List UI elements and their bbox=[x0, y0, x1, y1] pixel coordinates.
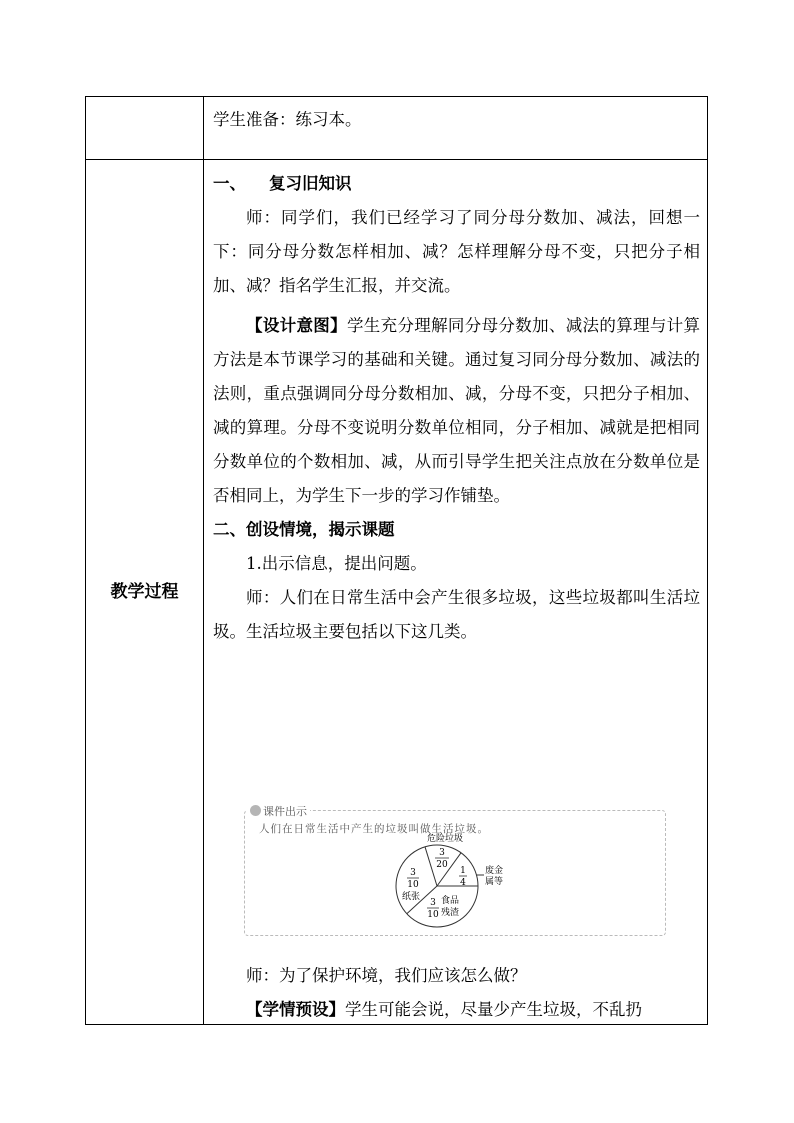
garbage-paragraph: 师：人们在日常生活中会产生很多垃圾，这些垃圾都叫生活垃圾。生活垃圾主要包括以下这几类。 bbox=[213, 588, 700, 641]
column-divider bbox=[203, 97, 204, 1024]
slice1-denominator: 20 bbox=[436, 860, 448, 870]
student-preset-text: 学生可能会说，尽量少产生垃圾，不乱扔 bbox=[345, 1000, 642, 1019]
section1-title: 一、 复习旧知识 bbox=[213, 174, 352, 193]
pie-right-label-1: 废金 bbox=[485, 866, 504, 876]
garbage-pie-chart bbox=[385, 829, 525, 929]
courseware-bullet-icon bbox=[250, 805, 261, 816]
row-divider bbox=[86, 159, 707, 160]
student-preset-paragraph bbox=[213, 993, 700, 1027]
courseware-tag bbox=[247, 803, 310, 819]
row1-label bbox=[86, 97, 203, 159]
design-intent-paragraph bbox=[213, 309, 700, 513]
pie-right-label-2: 属等 bbox=[485, 877, 504, 887]
pie-top-label: 危险垃圾 bbox=[427, 834, 464, 844]
review-paragraph: 师：同学们，我们已经学习了同分母分数加、减法，回想一下：同分母分数怎样相加、减？怎样理解分母不变，只把分子相加、减？指名学生汇报，并交流。 bbox=[213, 208, 700, 295]
step1-text: 1.出示信息，提出问题。 bbox=[246, 554, 427, 573]
protect-environment-question: 师：为了保护环境，我们应该怎么做？ bbox=[246, 966, 527, 985]
slice4-label-1: 食品 bbox=[441, 896, 460, 906]
pie-divider bbox=[425, 847, 437, 886]
slice3-label: 纸张 bbox=[402, 892, 421, 902]
slice1-numerator: 3 bbox=[439, 848, 445, 858]
courseware-tag-text: 课件出示 bbox=[263, 805, 307, 818]
slice4-denominator: 10 bbox=[427, 910, 439, 920]
lesson-body-bottom bbox=[213, 959, 700, 1027]
teaching-process-label: 教学过程 bbox=[110, 582, 179, 602]
slice2-numerator: 1 bbox=[460, 866, 466, 876]
slice4-label-2: 残渣 bbox=[441, 908, 460, 918]
slice4-numerator: 3 bbox=[430, 898, 436, 908]
courseware-box bbox=[244, 805, 666, 936]
design-intent-label: 【设计意图】 bbox=[246, 316, 347, 335]
student-preset-label: 【学情预设】 bbox=[246, 1000, 345, 1019]
student-prep-text: 学生准备：练习本。 bbox=[213, 110, 362, 129]
lesson-table bbox=[85, 96, 708, 1025]
slice3-numerator: 3 bbox=[410, 868, 416, 878]
slice3-denominator: 10 bbox=[407, 880, 419, 890]
courseware-caption: 人们在日常生活中产生的垃圾叫做生活垃圾。 bbox=[259, 823, 489, 835]
lesson-body bbox=[213, 167, 700, 649]
section2-title: 二、创设情境，揭示课题 bbox=[213, 520, 395, 539]
slice2-denominator: 4 bbox=[460, 878, 466, 888]
design-intent-text: 学生充分理解同分母分数加、减法的算理与计算方法是本节课学习的基础和关键。通过复习同分母分数加、减法的法则，重点强调同分母分数相加、减，分母不变，只把分子相加、减的算理。分母不变说明分数单位相同，分子相加、减就是把相同分数单位的个数相加、减，从而引导学生把关注点放在分数单位是否相同上，为学生下一步的学习作铺垫。 bbox=[213, 316, 701, 505]
